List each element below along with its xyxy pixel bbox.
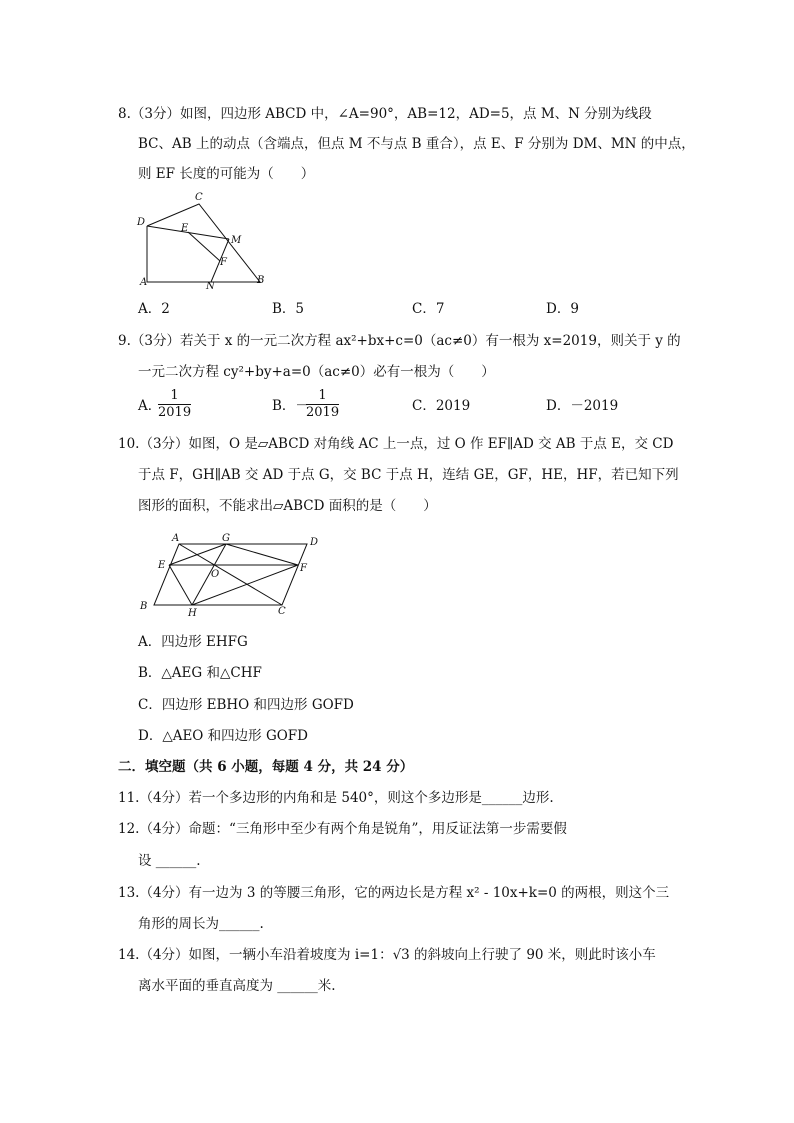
q8-option-c: C．7 xyxy=(412,301,445,317)
q9-text-line1: 9.（3分）若关于 x 的一元二次方程 ax²+bx+c=0（ac≠0）有一根为 x=2019，则关于 y 的 xyxy=(118,333,681,349)
q10-fig-diagonal-ac xyxy=(179,544,282,605)
q9-option-b-prefix: B．－ xyxy=(272,398,309,414)
q8-option-d: D．9 xyxy=(546,301,579,317)
q8-option-a: A．2 xyxy=(138,301,170,317)
q8-text-line1: 8.（3分）如图，四边形 ABCD 中，∠A=90°，AB=12，AD=5，点 M、N 分别为线段 xyxy=(118,106,652,122)
q9-option-b-fraction xyxy=(306,388,339,421)
q9-option-b-numerator: 1 xyxy=(306,388,339,405)
q10-fig-label-f: F xyxy=(300,563,307,574)
q10-fig-label-b: B xyxy=(140,601,148,612)
q10-fig-label-o: O xyxy=(211,569,220,580)
q13-text-line2: 角形的周长为______. xyxy=(138,916,264,932)
q10-fig-label-d: D xyxy=(310,537,319,548)
q8-fig-label-m: M xyxy=(231,235,242,246)
q9-option-a-fraction xyxy=(158,388,191,421)
q10-fig-label-c: C xyxy=(278,606,286,617)
q14-text-line1: 14.（4分）如图，一辆小车沿着坡度为 i=1：√3 的斜坡向上行驶了 90 米，则此时该小车 xyxy=(118,947,656,963)
q8-text-line2: BC、AB 上的动点（含端点，但点 M 不与点 B 重合），点 E、F 分别为 DM、MN 的中点， xyxy=(138,136,695,152)
q10-fig-segment-hf xyxy=(192,565,298,605)
q9-option-d: D．－2019 xyxy=(546,398,619,414)
q12-text-line1: 12.（4分）命题：“三角形中至少有两个角是锐角”，用反证法第一步需要假 xyxy=(118,821,567,837)
q10-option-c: C．四边形 EBHO 和四边形 GOFD xyxy=(138,697,354,713)
q10-option-d: D．△AEO 和四边形 GOFD xyxy=(138,728,309,744)
q11-text: 11.（4分）若一个多边形的内角和是 540°，则这个多边形是______边形. xyxy=(118,790,554,806)
q10-option-b: B．△AEG 和△CHF xyxy=(138,665,262,681)
q14-text-line2: 离水平面的垂直高度为 ______米. xyxy=(138,978,336,994)
q9-option-a-numerator: 1 xyxy=(158,388,191,405)
q8-fig-label-n: N xyxy=(206,281,215,290)
q8-fig-label-f: F xyxy=(220,257,227,268)
q10-text-line3: 图形的面积，不能求出▱ABCD 面积的是（ ） xyxy=(138,498,437,514)
q10-fig-label-h: H xyxy=(188,608,197,619)
q10-fig-label-a: A xyxy=(172,533,180,544)
q10-fig-segment-he xyxy=(169,565,192,605)
q9-option-a-denominator: 2019 xyxy=(158,405,192,420)
q9-option-c: C．2019 xyxy=(412,398,471,414)
q8-fig-label-e: E xyxy=(181,223,189,234)
q8-fig-label-a: A xyxy=(140,277,148,288)
q9-option-a-prefix: A． xyxy=(138,398,162,414)
q8-fig-label-c: C xyxy=(195,192,203,203)
q10-text-line2: 于点 F，GH∥AB 交 AD 于点 G，交 BC 于点 H，连结 GE，GF，HE，HF，若已知下列 xyxy=(138,467,679,483)
q10-fig-label-g: G xyxy=(222,533,230,544)
q10-option-a: A．四边形 EHFG xyxy=(138,634,248,650)
q10-figure-parallelogram xyxy=(132,526,332,621)
q10-text-line1: 10.（3分）如图，O 是▱ABCD 对角线 AC 上一点，过 O 作 EF∥AD 交 AB 于点 E，交 CD xyxy=(118,436,674,452)
q8-text-line3: 则 EF 长度的可能为（ ） xyxy=(138,166,315,182)
q8-figure-quadrilateral xyxy=(132,190,272,290)
q9-text-line2: 一元二次方程 cy²+by+a=0（ac≠0）必有一根为（ ） xyxy=(138,364,495,380)
q8-fig-label-d: D xyxy=(137,217,146,228)
q10-fig-segment-gh xyxy=(192,544,226,605)
q8-option-b: B．5 xyxy=(272,301,305,317)
q10-fig-segment-gf xyxy=(226,544,298,565)
q10-fig-label-e: E xyxy=(158,560,166,571)
q8-fig-label-b: B xyxy=(257,275,265,286)
section-heading-fill-in: 二．填空题（共 6 小题，每题 4 分，共 24 分） xyxy=(118,759,414,775)
q9-option-b-denominator: 2019 xyxy=(306,405,340,420)
q8-fig-quadrilateral-outline xyxy=(147,204,260,282)
q12-text-line2: 设 ______. xyxy=(138,853,201,869)
q13-text-line1: 13.（4分）有一边为 3 的等腰三角形，它的两边长是方程 x² - 10x+k=0 的两根，则这个三 xyxy=(118,885,670,901)
